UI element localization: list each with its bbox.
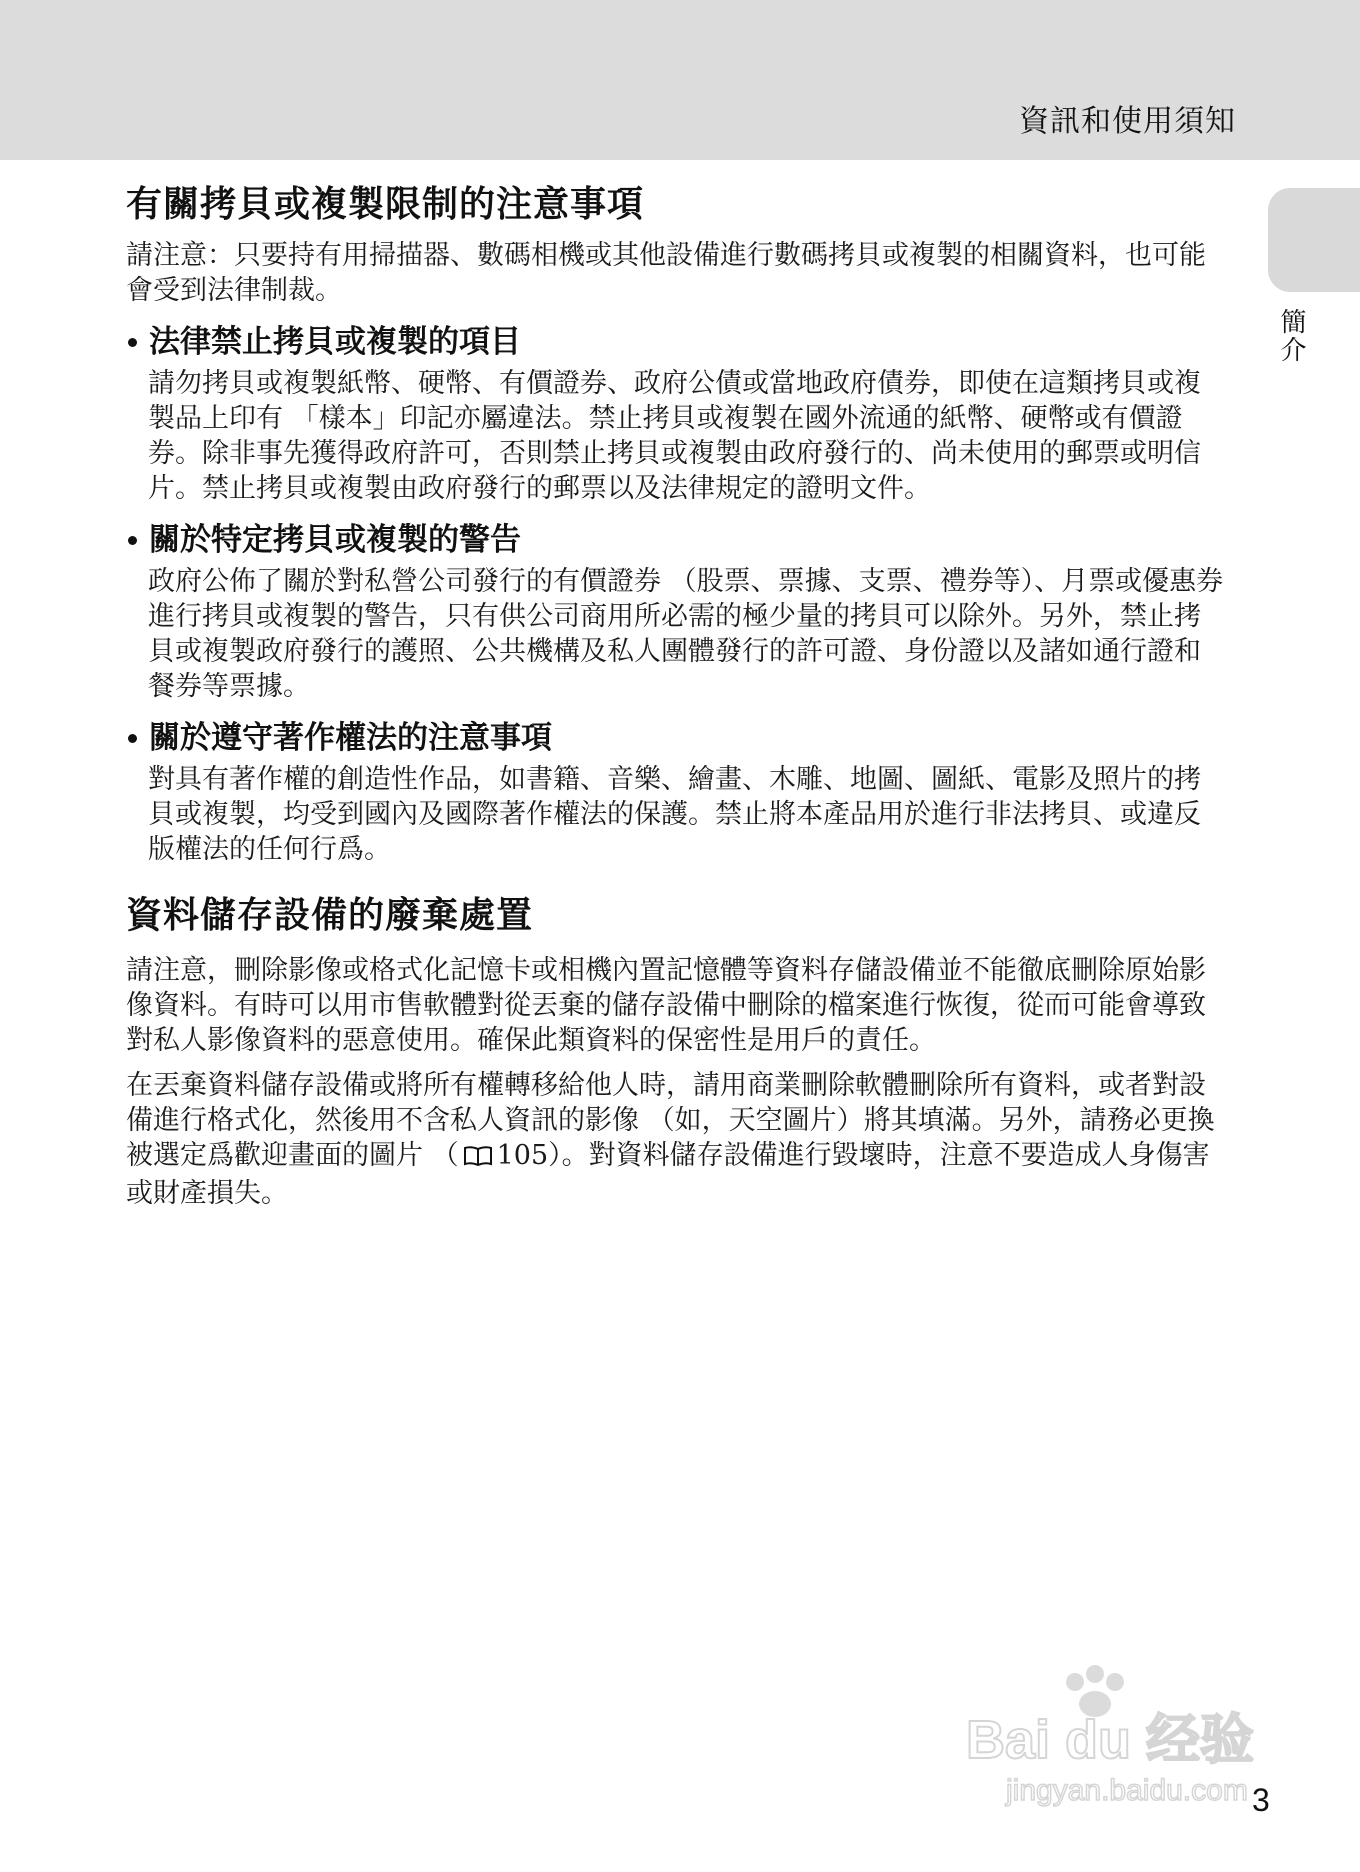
watermark-text-url: jingyan.baidu.com <box>1006 1774 1248 1807</box>
bullet-body: 政府公佈了關於對私營公司發行的有價證券 （股票、票據、支票、禮券等）、月票或優惠券進行拷貝或複製的警告，只有供公司商用所必需的極少量的拷貝可以除外。另外，禁止拷貝或複製政府發行的護照、公共機構及私人團體發行的許可證、身份證以及諸如通行證和餐券等票據。 <box>148 566 1224 702</box>
section-title-copy-restrictions: 有關拷貝或複製限制的注意事項 <box>126 184 645 225</box>
book-reference-icon <box>463 1141 493 1176</box>
bullet-dot-icon <box>128 536 137 545</box>
bullet-title: 關於遵守著作權法的注意事項 <box>149 720 552 756</box>
disposal-paragraph-1: 請注意，刪除影像或格式化記憶卡或相機內置記憶體等資料存儲設備並不能徹底刪除原始影像資料。有時可以用市售軟體對從丟棄的儲存設備中刪除的檔案進行恢復，從而可能會導致對私人影像資料的惡意使用。確保此類資料的保密性是用戶的責任。 <box>126 955 1206 1056</box>
page-number: 3 <box>1252 1782 1270 1818</box>
bullet-title: 關於特定拷貝或複製的警告 <box>149 522 521 558</box>
disposal-text-start: 在丟棄資料儲存設備或將所有權轉移給他人時，請用商業刪除軟體刪除所有資料，或者對設備進行格式化，然後用不含私人資訊的影像 （如，天空圖片）將其填滿。另外，請務必更換被選定爲歡迎畫面的圖片 （ <box>126 1070 1215 1171</box>
bullet-title: 法律禁止拷貝或複製的項目 <box>149 324 521 360</box>
bullet-body: 請勿拷貝或複製紙幣、硬幣、有價證券、政府公債或當地政府債券，即使在這類拷貝或複製品上印有 「樣本」印記亦屬違法。禁止拷貝或複製在國外流通的紙幣、硬幣或有價證券。除非事先獲得政府許可，否則禁止拷貝或複製由政府發行的、尚未使用的郵票或明信片。禁止拷貝或複製由政府發行的郵票以及法律規定的證明文件。 <box>148 368 1201 504</box>
bullet-heading <box>126 320 1226 364</box>
header-band <box>0 0 1360 160</box>
bullet-item <box>126 716 1226 867</box>
bullet-item <box>126 320 1226 506</box>
bullet-item <box>126 518 1226 704</box>
disposal-paragraph-2 <box>126 1068 1226 1211</box>
page-content <box>126 178 1226 1211</box>
page-reference-link[interactable]: 105 <box>496 1140 549 1171</box>
bullet-heading <box>126 716 1226 760</box>
running-header-title: 資訊和使用須知 <box>1019 104 1236 139</box>
baidu-watermark-logo <box>960 1660 1260 1810</box>
bullet-heading <box>126 518 1226 562</box>
section-thumb-label: 簡介 <box>1276 308 1306 364</box>
section-title-storage-disposal: 資料儲存設備的廢棄處置 <box>126 895 534 936</box>
section-thumb-tab <box>1268 188 1360 292</box>
bullet-body: 對具有著作權的創造性作品，如書籍、音樂、繪畫、木雕、地圖、圖紙、電影及照片的拷貝或複製，均受到國內及國際著作權法的保護。禁止將本產品用於進行非法拷貝、或違反版權法的任何行爲。 <box>148 764 1201 865</box>
section-intro-paragraph: 請注意：只要持有用掃描器、數碼相機或其他設備進行數碼拷貝或複製的相關資料，也可能會受到法律制裁。 <box>126 240 1206 306</box>
bullet-dot-icon <box>128 338 137 347</box>
bullet-dot-icon <box>128 734 137 743</box>
watermark-text-main: Bai du 经验 <box>966 1710 1255 1770</box>
disposal-text-end: ）。對資料儲存設備進行毀壞時，注意不要造成人身傷害或財產損失。 <box>126 1140 1210 1209</box>
